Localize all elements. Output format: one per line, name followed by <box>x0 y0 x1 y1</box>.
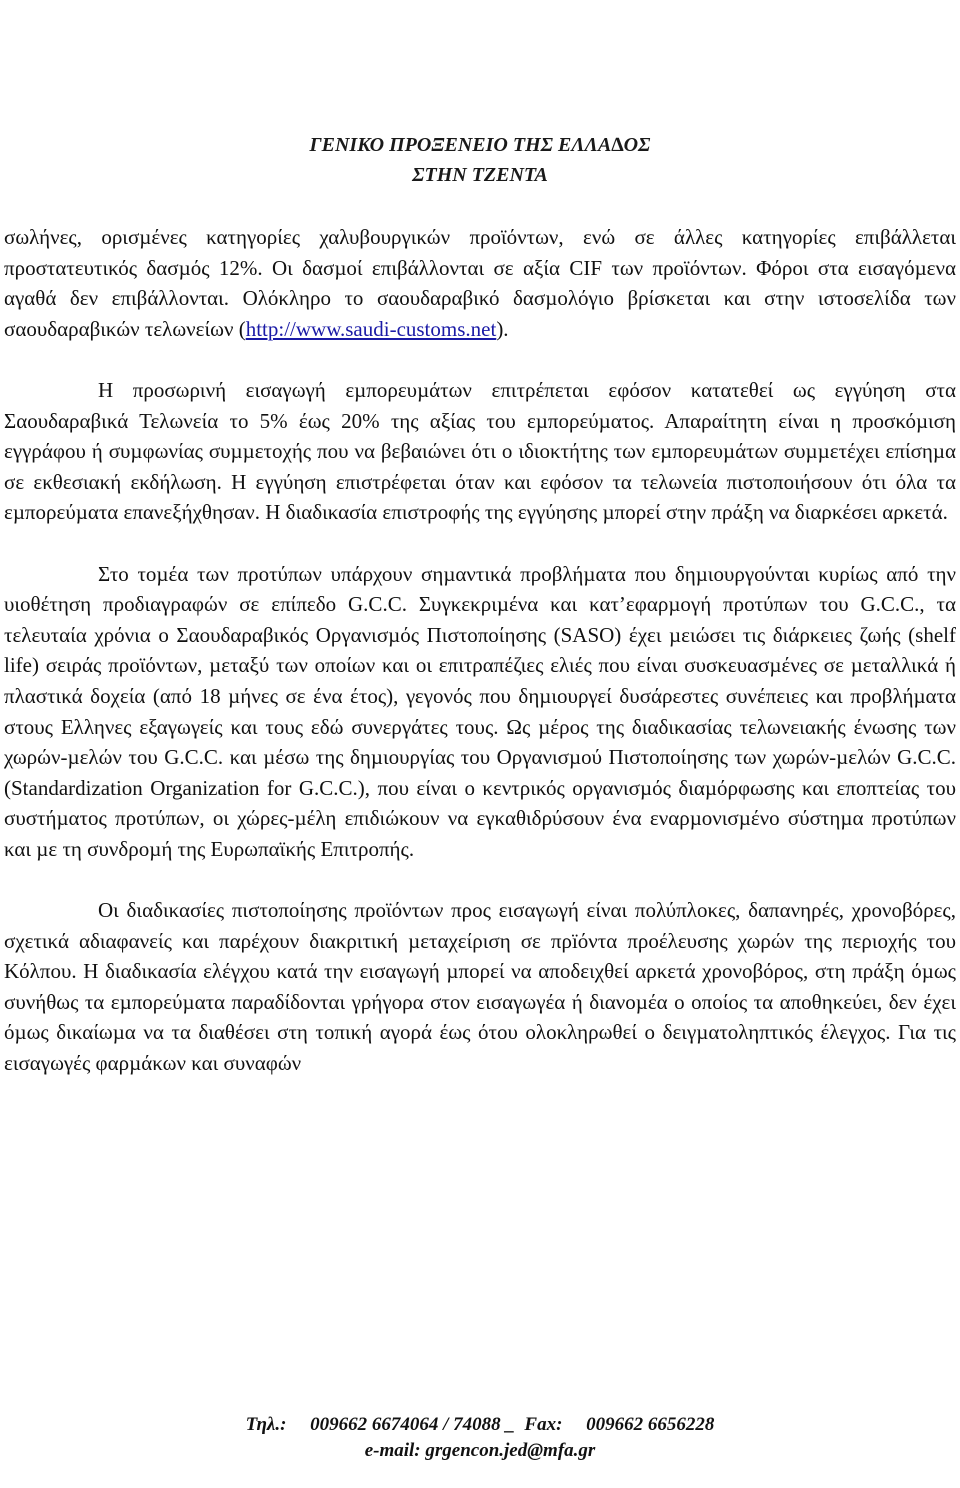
customs-website-link[interactable]: http://www.saudi-customs.net <box>245 316 497 341</box>
letterhead <box>0 130 960 190</box>
paragraph-certification: Οι διαδικασίες πιστοποίησης προϊόντων προς εισαγωγή είναι πολύπλοκες, δαπανηρές, χρονοβόρες, σχετικά αδιαφανείς και παρέχουν διακριτική µεταχείριση σε πρïόντα προέλευσης χωρών της περιοχής του Κόλπου. Η διαδικασία ελέγχου κατά την εισαγωγή µπορεί να αποδειχθεί αρκετά χρονοβόρος, στη πράξη όµως συνήθως τα εµπορεύµατα παραδίδονται γρήγορα στον εισαγωγέα ή διανοµέα ο οποίος τα αποθηκεύει, δεν έχει όµως δικαίωµα να τα διαθέσει στη τοπική αγορά έως ότου ολοκληρωθεί ο δειγµατοληπτικός έλεγχος. Για τις εισαγωγές φαρµάκων και συναφών <box>4 898 956 1076</box>
document-body <box>4 222 956 1079</box>
paragraph-tariffs <box>4 222 956 344</box>
paragraph-tariffs-end: ). <box>496 316 509 341</box>
page-footer <box>0 1412 960 1464</box>
contact-email: e-mail: grgencon.jed@mfa.gr <box>364 1440 596 1461</box>
consulate-city: ΣΤΗΝ ΤΖΕΝΤΑ <box>412 164 548 186</box>
paragraph-temporary-import: Η προσωρινή εισαγωγή εµπορευµάτων επιτρέπεται εφόσον κατατεθεί ως εγγύηση στα Σαουδαραβικά Τελωνεία το 5% έως 20% της αξίας του εµπορεύµατος. Απαραίτητη είναι η προσκόµιση εγγράφου ή συµφωνίας συµµετοχής που να βεβαιώνει ότι ο ιδιοκτήτης των εµπορευµάτων συµµετέχει επίσηµα σε εκθεσιακή εκδήλωση. Η εγγύηση επιστρέφεται όταν και εφόσον τα τελωνεία πιστοποιήσουν ότι όλα τα εµπορεύµατα επανεξήχθησαν. Η διαδικασία επιστροφής της εγγύησης µπορεί στην πράξη να διαρκέσει αρκετά. <box>4 377 956 525</box>
consulate-title: ΓΕΝΙΚΟ ΠΡΟΞΕΝΕΙΟ ΤΗΣ ΕΛΛΑ∆ΟΣ <box>309 134 651 156</box>
paragraph-standards: Στο τοµέα των προτύπων υπάρχουν σηµαντικά προβλήµατα που δηµιουργούνται κυρίως από την υιοθέτηση προδιαγραφών σε επίπεδο G.C.C. Συγκεκριµένα και κατ’εφαρµογή προτύπων του G.C.C., τα τελευταία χρόνια ο Σαουδαραβικός Οργανισµός Πιστοποίησης (SASO) έχει µειώσει τις διάρκειες ζωής (shelf life) σειράς προϊόντων, µεταξύ των οποίων και οι επιτραπέζιες ελιές που είναι συσκευασµένες σε µεταλλικά ή πλαστικά δοχεία (από 18 µήνες σε ένα έτος), γεγονός που δηµιουργεί δυσάρεστες συνέπειες και προβλήµατα στους Ελληνες εξαγωγείς και τους εδώ συνεργάτες τους. Ως µέρος της διαδικασίας τελωνειακής ένωσης των χωρών-µελών του G.C.C. και µέσω της δηµιουργίας του Οργανισµού Πιστοποίησης των χωρών-µελών G.C.C. (Standardization Organization for G.C.C.), που είναι ο κεντρικός οργανισµός διαµόρφωσης και εποπτείας του συστήµατος προτύπων, οι χώρες-µέλη επιδιώκουν να εγκαθιδρύσουν ένα εναρµονισµένο σύστηµα προτύπων και µε τη συνδροµή της Ευρωπαϊκής Επιτροπής. <box>4 561 956 861</box>
paragraph-tariffs-text: σωλήνες, ορισµένες κατηγορίες χαλυβουργικών προϊόντων, ενώ σε άλλες κατηγορίες επιβάλλεται προστατευτικός δασµός 12%. Οι δασµοί επιβάλλονται σε αξία CIF των προϊόντων. Φόροι στα εισαγόµενα αγαθά δεν επιβάλλονται. Ολόκληρο το σαουδαραβικό δασµολόγιο βρίσκεται και στην ιστοσελίδα των σαουδαραβικών τελωνείων ( <box>4 225 956 341</box>
contact-phone-fax: Τηλ.: 009662 6674064 / 74088 _ Fax: 009662 6656228 <box>245 1414 715 1435</box>
